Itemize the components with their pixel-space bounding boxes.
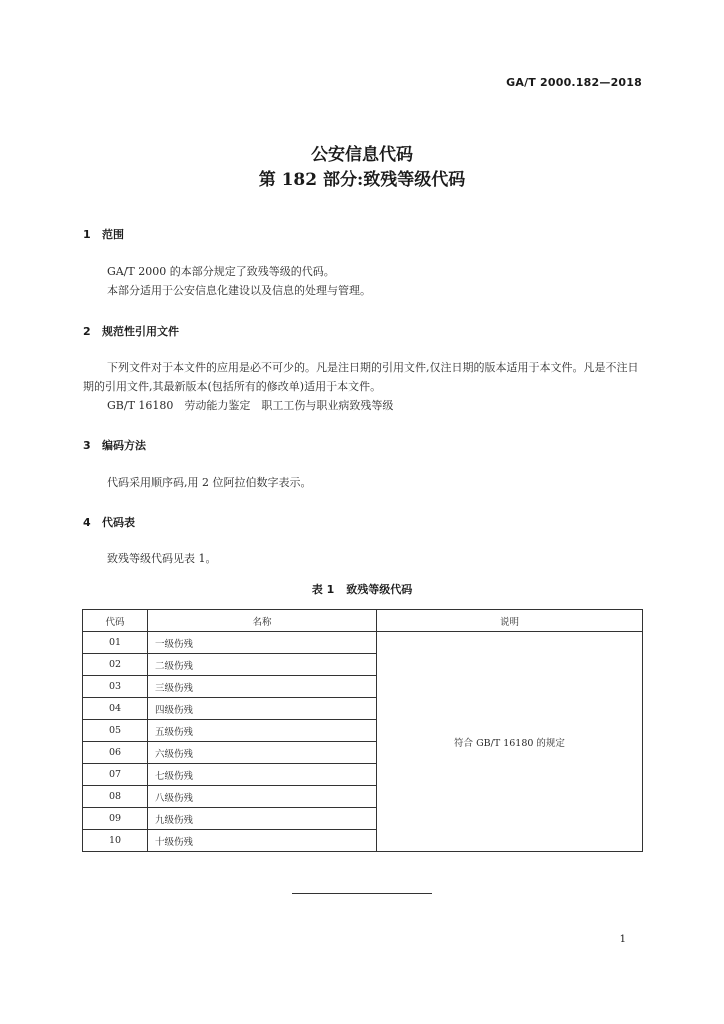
paragraph: 致残等级代码见表 1。 [107,552,217,565]
paragraph: GB/T 16180 劳动能力鉴定 职工工伤与职业病致残等级 [107,399,394,412]
section-title: 代码表 [102,516,135,529]
cell-code: 09 [83,808,148,830]
section-number: 2 [83,325,91,338]
cell-code: 08 [83,786,148,808]
section-title: 编码方法 [102,439,146,452]
section-2-heading [83,323,179,339]
cell-code: 04 [83,698,148,720]
document-subtitle: 第 182 部分:致残等级代码 [258,170,466,190]
header-name: 名称 [148,610,377,632]
cell-code: 01 [83,632,148,654]
cell-code: 05 [83,720,148,742]
document-title: 公安信息代码 [311,145,413,165]
cell-name: 九级伤残 [148,808,377,830]
paragraph: 下列文件对于本文件的应用是必不可少的。凡是注日期的引用文件,仅注日期的版本适用于本文件。凡是不注日期的引用文件,其最新版本(包括所有的修改单)适用于本文件。 [83,361,639,393]
header-code: 代码 [83,610,148,632]
section-title: 范围 [102,228,124,241]
paragraph: 代码采用顺序码,用 2 位阿拉伯数字表示。 [107,476,312,489]
cell-name: 六级伤残 [148,742,377,764]
section-3-body [83,473,643,492]
section-title: 规范性引用文件 [102,325,179,338]
cell-code: 03 [83,676,148,698]
header-note: 说明 [377,610,643,632]
section-number: 1 [83,228,91,241]
end-rule [292,893,432,894]
cell-code: 02 [83,654,148,676]
section-number: 4 [83,516,91,529]
cell-code: 07 [83,764,148,786]
paragraph: 本部分适用于公安信息化建设以及信息的处理与管理。 [107,284,371,297]
cell-name: 八级伤残 [148,786,377,808]
cell-name: 二级伤残 [148,654,377,676]
section-1-body [83,262,643,300]
section-number: 3 [83,439,91,452]
cell-note: 符合 GB/T 16180 的规定 [377,632,643,852]
code-table [82,609,643,852]
section-2-body [83,358,643,415]
cell-code: 10 [83,830,148,852]
section-3-heading [83,437,146,453]
cell-name: 五级伤残 [148,720,377,742]
cell-code: 06 [83,742,148,764]
table-caption-title: 致残等级代码 [346,583,413,596]
cell-name: 三级伤残 [148,676,377,698]
table-row [83,632,643,654]
section-4-heading [83,514,135,530]
table-header-row [83,610,643,632]
cell-name: 七级伤残 [148,764,377,786]
table-caption-number: 表 1 [311,583,335,596]
paragraph: GA/T 2000 的本部分规定了致残等级的代码。 [107,265,335,278]
standard-code: GA/T 2000.182—2018 [506,76,642,89]
section-1-heading [83,226,124,242]
cell-name: 一级伤残 [148,632,377,654]
cell-name: 十级伤残 [148,830,377,852]
table-caption [0,581,724,597]
section-4-body [83,549,643,568]
cell-name: 四级伤残 [148,698,377,720]
page-number: 1 [619,934,626,945]
